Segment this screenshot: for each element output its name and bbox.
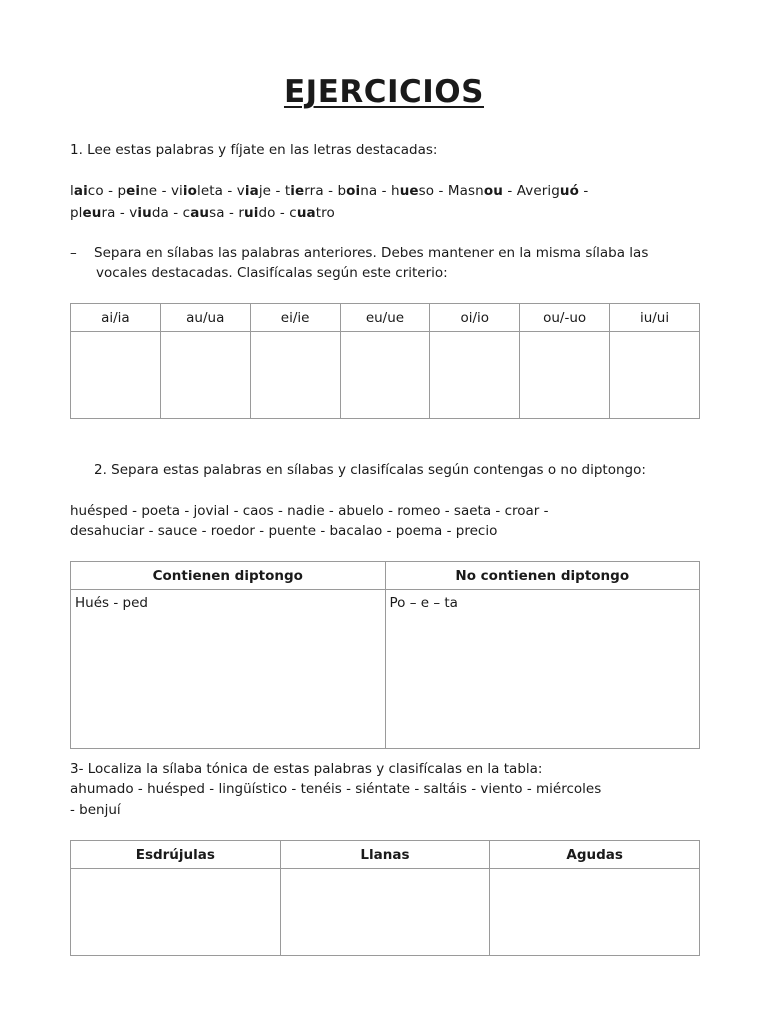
- highlighted-word: [238, 205, 275, 221]
- table-header-cell: Contienen diptongo: [71, 562, 386, 590]
- word-fragment: Averig: [516, 183, 560, 199]
- word-fragment: v: [129, 205, 138, 221]
- word-fragment: tro: [315, 205, 335, 221]
- exercise-1-task-line-2: vocales destacadas. Clasifícalas según este criterio:: [96, 265, 448, 281]
- table-header-cell: ou/-uo: [520, 304, 610, 332]
- word-fragment: rra: [304, 183, 324, 199]
- highlighted-word: [183, 205, 225, 221]
- highlighted-letters: oi: [346, 183, 361, 199]
- table-header-cell: au/ua: [160, 304, 250, 332]
- word-fragment: ra: [101, 205, 116, 221]
- exercise-2-words-line-1: huésped - poeta - jovial - caos - nadie - abuelo - romeo - saeta - croar -: [70, 503, 549, 519]
- exercise-1-instruction: 1. Lee estas palabras y fíjate en las letras destacadas:: [70, 142, 438, 158]
- word-separator: -: [157, 183, 171, 199]
- table-header-cell: iu/ui: [610, 304, 700, 332]
- answer-cell[interactable]: [490, 869, 700, 956]
- answer-cell-diphthong[interactable]: Hués - ped: [71, 590, 386, 749]
- highlighted-letters: ia: [244, 183, 259, 199]
- word-separator: -: [168, 205, 183, 221]
- word-fragment: na: [360, 183, 378, 199]
- word-fragment: l: [70, 183, 74, 199]
- highlighted-word: [129, 205, 169, 221]
- highlighted-word: [285, 183, 324, 199]
- highlighted-letters: eu: [82, 205, 102, 221]
- highlighted-letters: iu: [137, 205, 152, 221]
- word-separator: -: [103, 183, 118, 199]
- highlighted-letters: uó: [559, 183, 580, 199]
- word-separator: -: [223, 183, 237, 199]
- exercise-3-words-line-1: ahumado - huésped - lingüístico - tenéis - siéntate - saltáis - viento - miércoles: [70, 781, 602, 797]
- answer-cell[interactable]: [71, 869, 281, 956]
- bullet-dash: –: [70, 245, 77, 261]
- table-header-cell: eu/ue: [340, 304, 430, 332]
- highlighted-word: [70, 205, 116, 221]
- word-separator: -: [377, 183, 392, 199]
- highlighted-word: [171, 183, 223, 199]
- answer-cell[interactable]: [430, 332, 520, 419]
- highlighted-letters: ie: [290, 183, 305, 199]
- word-separator: -: [115, 205, 130, 221]
- word-separator: -: [579, 183, 589, 199]
- table-header-cell: No contienen diptongo: [385, 562, 700, 590]
- word-fragment: c: [182, 205, 191, 221]
- word-separator: -: [224, 205, 239, 221]
- highlighted-letters: ue: [399, 183, 419, 199]
- vowel-pairs-table: [70, 303, 700, 419]
- table-header-cell: ei/ie: [250, 304, 340, 332]
- exercise-1-task-text-1: Separa en sílabas las palabras anteriores. Debes mantener en la misma sílaba las: [94, 245, 649, 261]
- table-row: [71, 332, 700, 419]
- exercise-2-instruction: 2. Separa estas palabras en sílabas y clasifícalas según contengas o no diptongo:: [94, 462, 646, 478]
- answer-cell[interactable]: [280, 869, 490, 956]
- word-fragment: p: [117, 183, 127, 199]
- word-fragment: b: [337, 183, 347, 199]
- page-title: EJERCICIOS: [283, 74, 484, 110]
- table-header-row: [71, 841, 700, 869]
- table-header-cell: ai/ia: [71, 304, 161, 332]
- word-fragment: so: [418, 183, 435, 199]
- highlighted-word: [517, 183, 579, 199]
- word-fragment: c: [289, 205, 297, 221]
- word-fragment: da: [151, 205, 169, 221]
- word-fragment: h: [391, 183, 400, 199]
- answer-cell[interactable]: [340, 332, 430, 419]
- word-fragment: ne: [140, 183, 158, 199]
- exercise-2-words-line-2: desahuciar - sauce - roedor - puente - bacalao - poema - precio: [70, 523, 498, 539]
- table-header-cell: Llanas: [280, 841, 490, 869]
- highlighted-letters: au: [190, 205, 210, 221]
- table-row: [71, 590, 700, 749]
- answer-cell[interactable]: [71, 332, 161, 419]
- highlighted-word: [337, 183, 377, 199]
- word-fragment: r: [238, 205, 245, 221]
- highlighted-letters: ui: [244, 205, 259, 221]
- highlighted-letters: ou: [483, 183, 503, 199]
- word-separator: -: [323, 183, 338, 199]
- table-header-cell: Esdrújulas: [71, 841, 281, 869]
- word-fragment: Masn: [447, 183, 484, 199]
- word-fragment: pl: [70, 205, 83, 221]
- table-header-cell: oi/io: [430, 304, 520, 332]
- exercise-1-words-line-1: [70, 183, 588, 199]
- highlighted-word: [289, 205, 335, 221]
- table-header-row: [71, 562, 700, 590]
- word-fragment: vi: [170, 183, 183, 199]
- table-header-row: [71, 304, 700, 332]
- diphthong-table: [70, 561, 700, 749]
- word-separator: -: [275, 205, 290, 221]
- word-fragment: t: [284, 183, 291, 199]
- highlighted-word: [237, 183, 271, 199]
- table-row: [71, 869, 700, 956]
- word-fragment: sa: [209, 205, 225, 221]
- exercise-1-words-line-2: [70, 205, 335, 221]
- exercise-1-task-line-1: [70, 245, 648, 261]
- answer-cell-no-diphthong[interactable]: Po – e – ta: [385, 590, 700, 749]
- word-fragment: v: [236, 183, 245, 199]
- word-fragment: co: [87, 183, 104, 199]
- word-separator: -: [271, 183, 285, 199]
- answer-cell[interactable]: [610, 332, 700, 419]
- highlighted-word: [117, 183, 157, 199]
- answer-cell[interactable]: [250, 332, 340, 419]
- highlighted-letters: ei: [126, 183, 141, 199]
- highlighted-letters: ai: [73, 183, 88, 199]
- answer-cell[interactable]: [520, 332, 610, 419]
- highlighted-letters: ua: [296, 205, 316, 221]
- answer-cell[interactable]: [160, 332, 250, 419]
- highlighted-word: [391, 183, 434, 199]
- word-fragment: je: [258, 183, 272, 199]
- stress-table: [70, 840, 700, 956]
- word-fragment: leta: [197, 183, 224, 199]
- exercise-3-instruction: 3- Localiza la sílaba tónica de estas palabras y clasifícalas en la tabla:: [70, 761, 543, 777]
- word-fragment: do: [258, 205, 276, 221]
- table-header-cell: Agudas: [490, 841, 700, 869]
- exercise-3-words-line-2: - benjuí: [70, 802, 121, 818]
- word-separator: -: [434, 183, 448, 199]
- highlighted-word: [448, 183, 503, 199]
- highlighted-letters: io: [182, 183, 197, 199]
- word-separator: -: [502, 183, 517, 199]
- highlighted-word: [70, 183, 104, 199]
